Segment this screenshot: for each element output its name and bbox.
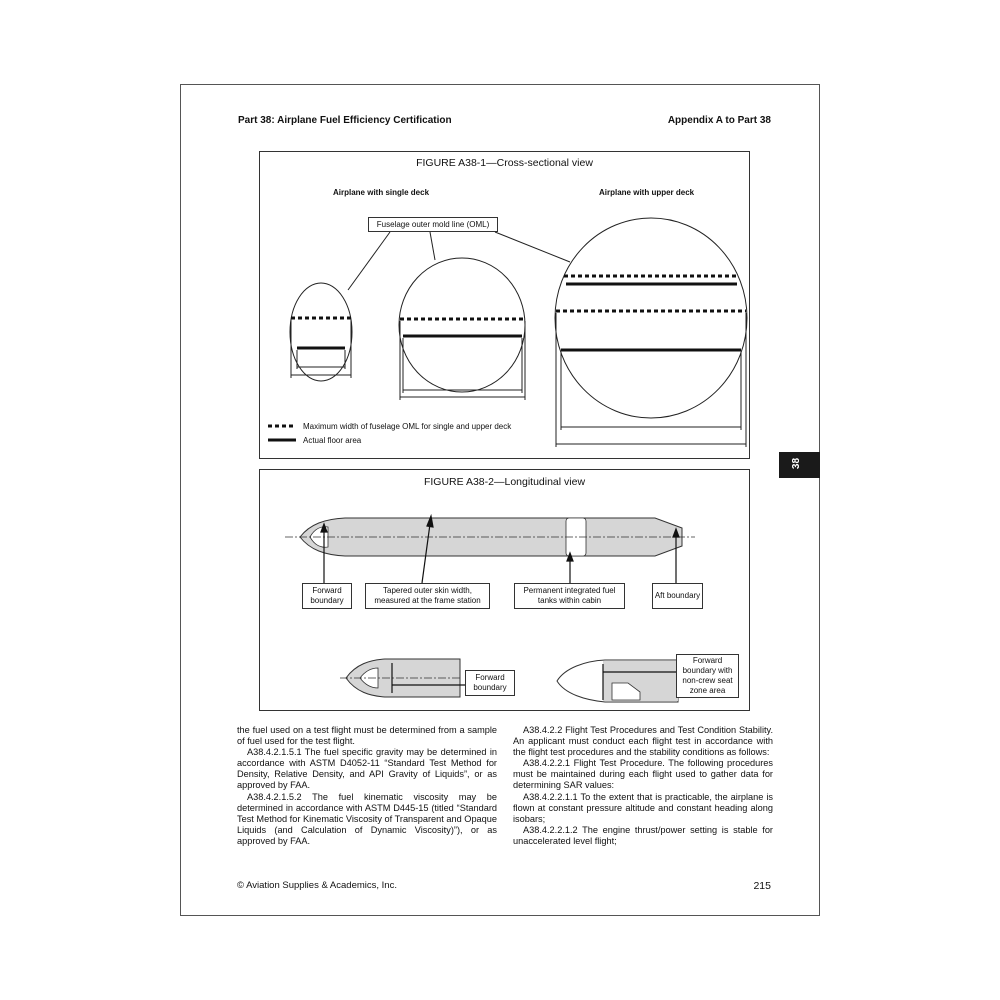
running-header-title: Part 38: Airplane Fuel Efficiency Certification: [238, 115, 452, 126]
figure-2-title: FIGURE A38-2—Longitudinal view: [423, 476, 586, 488]
chapter-tab: [779, 452, 820, 478]
tapered-skin-callout: Tapered outer skin width, measured at the frame station: [365, 583, 490, 609]
single-deck-label: Airplane with single deck: [333, 188, 430, 197]
forward-boundary-callout: Forward boundary: [302, 583, 352, 609]
paragraph: A38.4.2.2.1.1 To the extent that is practicable, the airplane is flown at constant pressure altitude and constant heading along isobars;: [513, 791, 773, 824]
page-number: 215: [753, 880, 771, 892]
body-column-left: [237, 725, 497, 847]
paragraph: A38.4.2.1.5.2 The fuel kinematic viscosity may be determined in accordance with ASTM D445-15 (titled “Standard Test Method for Kinematic Viscosity of Transparent and Opaque Liquids (and Calculation of Dynamic Viscosity)”), or as approved by FAA.: [237, 791, 497, 846]
upper-deck-label: Airplane with upper deck: [599, 188, 695, 197]
paragraph: A38.4.2.2.1 Flight Test Procedure. The following procedures must be maintained during each flight used to gather data for determining SAR values:: [513, 758, 773, 791]
aft-boundary-callout: Aft boundary: [652, 583, 703, 609]
legend-dashed-label: Maximum width of fuselage OML for single and upper deck: [303, 422, 512, 431]
noncrew-boundary-callout: Forward boundary with non-crew seat zone area: [676, 654, 739, 698]
fuel-tanks-callout: Permanent integrated fuel tanks within cabin: [514, 583, 625, 609]
paragraph: A38.4.2.2 Flight Test Procedures and Test Condition Stability. An applicant must conduct each flight test in accordance with the flight test procedures and the stability conditions as follows:: [513, 725, 773, 758]
forward-boundary-small-callout: Forward boundary: [465, 670, 515, 696]
paragraph: the fuel used on a test flight must be determined from a sample of fuel used for the test flight.: [237, 725, 497, 747]
oml-callout: Fuselage outer mold line (OML): [368, 217, 498, 232]
paragraph: A38.4.2.1.5.1 The fuel specific gravity may be determined in accordance with ASTM D4052-11 “Standard Test Method for Density, Relative Density, and API Gravity of Liquids”, or as approved by FAA.: [237, 747, 497, 791]
copyright-footer: © Aviation Supplies & Academics, Inc.: [237, 880, 397, 891]
figure-cross-section: [259, 151, 750, 459]
running-header-appendix: Appendix A to Part 38: [667, 115, 771, 126]
legend-solid-label: Actual floor area: [303, 436, 362, 445]
paragraph: A38.4.2.2.1.2 The engine thrust/power setting is stable for unaccelerated level flight;: [513, 824, 773, 846]
figure-1-title: FIGURE A38-1—Cross-sectional view: [416, 157, 593, 169]
chapter-tab-label: 38: [791, 457, 803, 470]
body-column-right: [513, 725, 773, 847]
